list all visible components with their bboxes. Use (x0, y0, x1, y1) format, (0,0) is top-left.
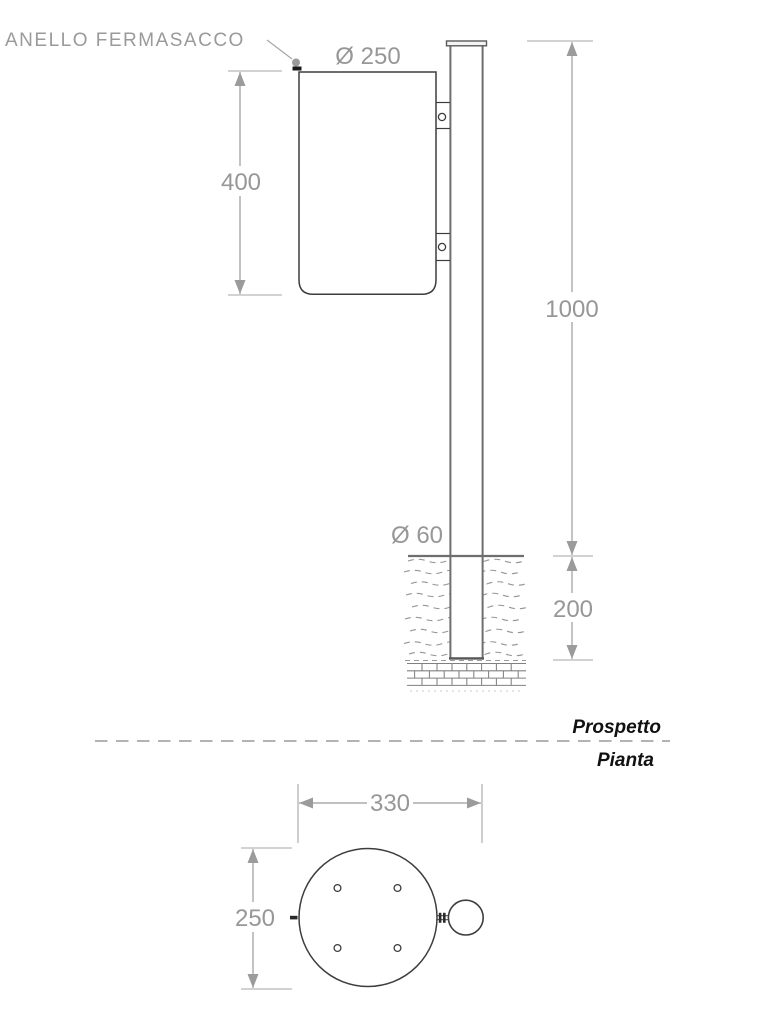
elevation-view (5, 30, 599, 691)
view-separator (95, 717, 670, 771)
elevation-view-label: Prospetto (572, 717, 661, 738)
dim-overall-width-text: 330 (369, 790, 411, 817)
bin-outline (299, 72, 436, 294)
dimension-embed-depth (551, 557, 595, 660)
dim-embed-depth-text: 200 (552, 596, 594, 623)
dim-bin-height-text: 400 (220, 169, 262, 196)
dimension-plan-bin-diameter (233, 848, 292, 989)
bin-plan-circle (299, 849, 437, 987)
dimension-overall-width (298, 784, 482, 843)
plan-view (233, 784, 483, 989)
callout-leader-dot (292, 59, 300, 67)
callout-leader-line (267, 40, 292, 59)
pole-plan-circle (448, 900, 483, 935)
pole-top-cap (447, 41, 487, 46)
dimension-bin-height (219, 71, 282, 295)
pole-body-fill (450, 46, 484, 659)
plan-view-label: Pianta (596, 750, 654, 771)
plan-bracket (437, 913, 449, 923)
bin-plan-left-tab (290, 916, 298, 920)
dim-plan-bin-diameter-text: 250 (234, 905, 276, 932)
callout-label: ANELLO FERMASACCO (5, 30, 245, 51)
bolt-lower (438, 243, 445, 250)
pole (447, 41, 487, 658)
dim-bin-diameter-label: Ø 250 (335, 43, 401, 70)
foundation-bricks (405, 661, 526, 692)
dim-pole-height-text: 1000 (545, 296, 599, 323)
dim-pole-diameter-label: Ø 60 (390, 522, 444, 549)
mounting-brackets (437, 103, 451, 261)
bolt-upper (438, 113, 445, 120)
dimension-pole-height (527, 41, 599, 556)
bag-ring-mark (293, 67, 302, 71)
